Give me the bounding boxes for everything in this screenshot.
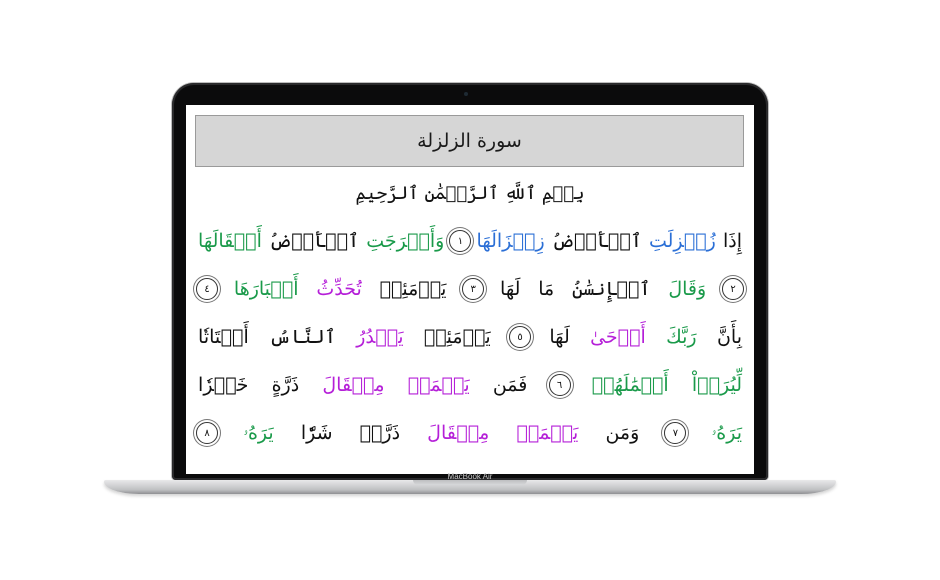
quran-word: يَرَهُۥ <box>711 422 742 444</box>
quran-word: تُحَدِّثُ <box>316 278 362 300</box>
quran-word: أَثۡقَالَهَا <box>198 230 262 252</box>
quran-word: بِأَنَّ <box>716 326 742 348</box>
quran-word: رَبَّكَ <box>666 326 697 348</box>
quran-word: إِذَا <box>722 230 742 252</box>
ayah-number-marker: ٦ <box>549 374 571 396</box>
ayah-number-marker: ٣ <box>462 278 484 300</box>
quran-word: مَا <box>538 278 555 300</box>
device-label: MacBook Air <box>447 471 493 481</box>
quran-word: لَهَا <box>500 278 521 300</box>
quran-word: أَخۡبَارَهَا <box>233 278 299 300</box>
verse-line <box>196 313 744 361</box>
quran-word: وَمَن <box>605 422 640 444</box>
quran-word: يَعۡمَلۡ <box>516 422 579 444</box>
quran-word: فَمَن <box>492 374 528 396</box>
quran-word: يَرَهُۥ <box>243 422 274 444</box>
quran-word: وَقَالَ <box>668 278 707 300</box>
laptop-lid <box>172 83 768 480</box>
ayah-number-marker: ٨ <box>196 422 218 444</box>
surah-header <box>195 115 744 167</box>
camera-icon <box>464 92 468 96</box>
quran-word: شَرّٗا <box>300 422 333 444</box>
verse-lines <box>196 217 744 457</box>
ayah-number-marker: ٥ <box>509 326 531 348</box>
laptop-notch <box>413 480 527 485</box>
quran-word: ٱلۡإِنسَٰنُ <box>572 278 651 300</box>
ayah-number-marker: ٧ <box>664 422 686 444</box>
quran-word: أَشۡتَاتٗا <box>198 326 249 348</box>
quran-word: خَيۡرٗا <box>198 374 249 396</box>
quran-word: لَهَا <box>549 326 570 348</box>
quran-word: يَعۡمَلۡ <box>407 374 470 396</box>
quran-word: مِثۡقَالَ <box>322 374 385 396</box>
quran-word: ٱلنَّاسُ <box>269 326 336 348</box>
verse-line <box>196 265 744 313</box>
quran-word: ٱلۡأَرۡضُ <box>268 230 360 252</box>
quran-word: زُلۡزِلَتِ <box>648 230 716 252</box>
quran-word: يَوۡمَئِذٖ <box>379 278 447 300</box>
quran-word: زِلۡزَالَهَا <box>476 230 545 252</box>
ayah-number-marker: ٢ <box>722 278 744 300</box>
quran-word: يَوۡمَئِذٖ <box>423 326 491 348</box>
laptop-screen <box>186 105 754 474</box>
verse-line <box>196 361 744 409</box>
quran-word: ٱلۡأَرۡضُ <box>551 230 642 252</box>
quran-word: ذَرَّةٍ <box>271 374 300 396</box>
quran-word: مِثۡقَالَ <box>427 422 490 444</box>
verse-line <box>196 409 744 457</box>
surah-title: سورة الزلزلة <box>417 130 522 152</box>
ayah-number-marker: ٤ <box>196 278 218 300</box>
quran-word: أَوۡحَىٰ <box>590 326 646 348</box>
quran-word: لِّيُرَوۡاْ <box>691 374 742 396</box>
quran-word: يَصۡدُرُ <box>356 326 404 348</box>
basmala: بِسۡمِ ٱللَّهِ ٱلرَّحۡمَٰنِ ٱلرَّحِيمِ <box>355 183 585 204</box>
quran-word: أَعۡمَٰلَهُمۡ <box>591 374 669 396</box>
verse-line <box>196 217 744 265</box>
quran-word: وَأَخۡرَجَتِ <box>366 230 445 252</box>
ayah-number-marker: ١ <box>449 230 471 252</box>
quran-word: ذَرَّةٖ <box>359 422 401 444</box>
